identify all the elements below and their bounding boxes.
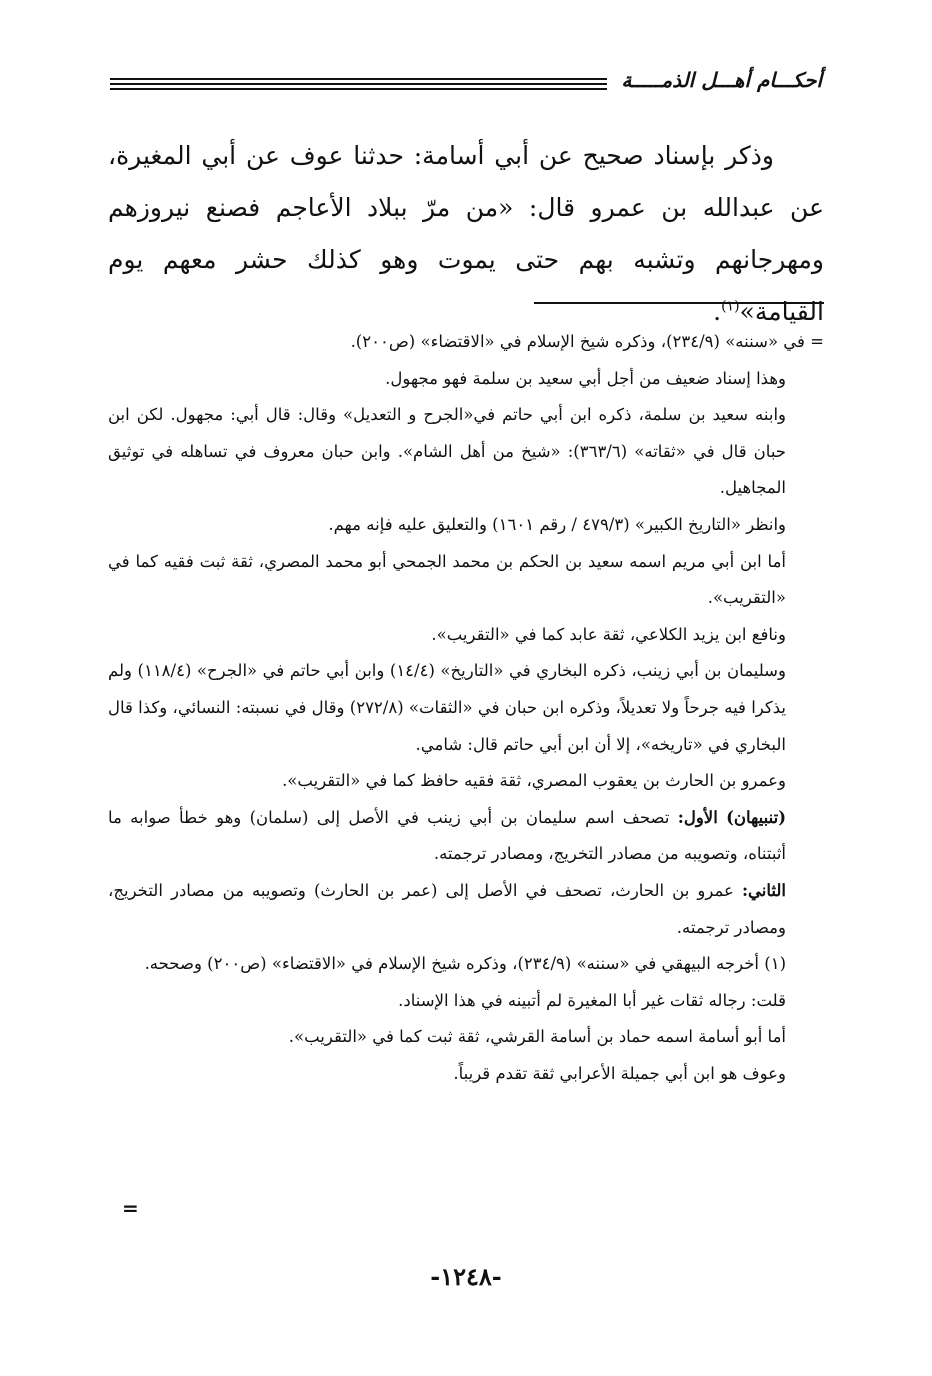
header-rule xyxy=(110,88,607,90)
tanbih-second-text: عمرو بن الحارث، تصحف في الأصل إلى (عمر بن الحارث) وتصويبه من مصادر التخريج، ومصادر ترجمته. xyxy=(108,880,786,937)
main-paragraph-end: . xyxy=(713,297,722,326)
main-paragraph-text: وذكر بإسناد صحيح عن أبي أسامة: حدثنا عوف عن أبي المغيرة، عن عبدالله بن عمرو قال: «من مرّ ببلاد الأعاجم فصنع نيروزهم ومهرجانهم وتشبه بهم حتى يموت وهو كذلك حشر معهم يوم القيامة» xyxy=(108,141,824,326)
footnote-line: وانظر «التاريخ الكبير» (٤٧٩/٣ / رقم ١٦٠١) والتعليق عليه فإنه مهم. xyxy=(328,514,786,534)
footnote-line: قلت: رجاله ثقات غير أبا المغيرة لم أتبينه في هذا الإسناد. xyxy=(398,990,786,1010)
footnote-line: وسليمان بن أبي زينب، ذكره البخاري في «التاريخ» (١٤/٤) وابن أبي حاتم في «الجرح» (١١٨/٤) ولم يذكرا فيه جرحاً ولا تعديلاً، وذكره ابن حبان في «الثقات» (٢٧٢/٨) وقال في نسبته: النسائي، وكذا قال البخاري في «تاريخه»، إلا أن ابن أبي حاتم قال: شامي. xyxy=(108,661,787,754)
second-label: الثاني: xyxy=(741,880,787,900)
footnote-line: وابنه سعيد بن سلمة، ذكره ابن أبي حاتم في«الجرح و التعديل» وقال: قال أبي: مجهول. لكن ابن حبان قال في «ثقاته» (٣٦٣/٦): «شيخ من أهل الشام». وابن حبان معروف في تساهله في توثيق المجاهيل. xyxy=(108,405,786,498)
running-header xyxy=(110,68,822,98)
footnote-line: وهذا إسناد ضعيف من أجل أبي سعيد بن سلمة فهو مجهول. xyxy=(385,368,786,388)
footnote-line xyxy=(108,800,824,873)
first-label: الأول: xyxy=(677,807,718,827)
book-title: أحكـــام أهـــل الذمـــــة xyxy=(615,68,822,92)
footnote-line xyxy=(108,873,824,946)
footnote-line: أما ابن أبي مريم اسمه سعيد بن الحكم بن محمد الجمحي أبو محمد المصري، ثقة ثبت فقيه كما في «التقريب». xyxy=(108,551,786,608)
footnote-line: وعمرو بن الحارث بن يعقوب المصري، ثقة فقيه حافظ كما في «التقريب». xyxy=(282,771,786,791)
tanbih-label: (تنبيهان) xyxy=(726,807,787,827)
continuation-marker: = xyxy=(122,1196,139,1220)
footnote-line: ونافع ابن يزيد الكلاعي، ثقة عابد كما في «التقريب». xyxy=(431,624,786,644)
main-text xyxy=(108,130,824,338)
footnote-line: أما أبو أسامة اسمه حماد بن أسامة القرشي، ثقة ثبت كما في «التقريب». xyxy=(288,1027,786,1047)
header-rule xyxy=(110,83,607,85)
tanbih-first-text: تصحف اسم سليمان بن أبي زينب في الأصل إلى (سلمان) وهو خطأ صوابه ما أثبتناه، وتصويبه من مصادر التخريج، ومصادر ترجمته. xyxy=(108,807,786,864)
footnote-ref: (١) xyxy=(721,298,740,315)
page-number: -١٢٤٨- xyxy=(430,1262,502,1291)
main-paragraph xyxy=(108,130,824,338)
footnote-line: (١) أخرجه البيهقي في «سننه» (٢٣٤/٩)، وذكره شيخ الإسلام في «الاقتضاء» (ص٢٠٠) وصححه. xyxy=(144,954,786,974)
header-rule xyxy=(110,78,607,80)
footnote-line: وعوف هو ابن أبي جميلة الأعرابي ثقة تقدم قريباً. xyxy=(453,1063,786,1083)
footnote-line: = في «سننه» (٢٣٤/٩)، وذكره شيخ الإسلام في «الاقتضاء» (ص٢٠٠). xyxy=(350,332,824,351)
footnote-separator xyxy=(534,302,824,304)
footnotes xyxy=(108,324,824,1092)
